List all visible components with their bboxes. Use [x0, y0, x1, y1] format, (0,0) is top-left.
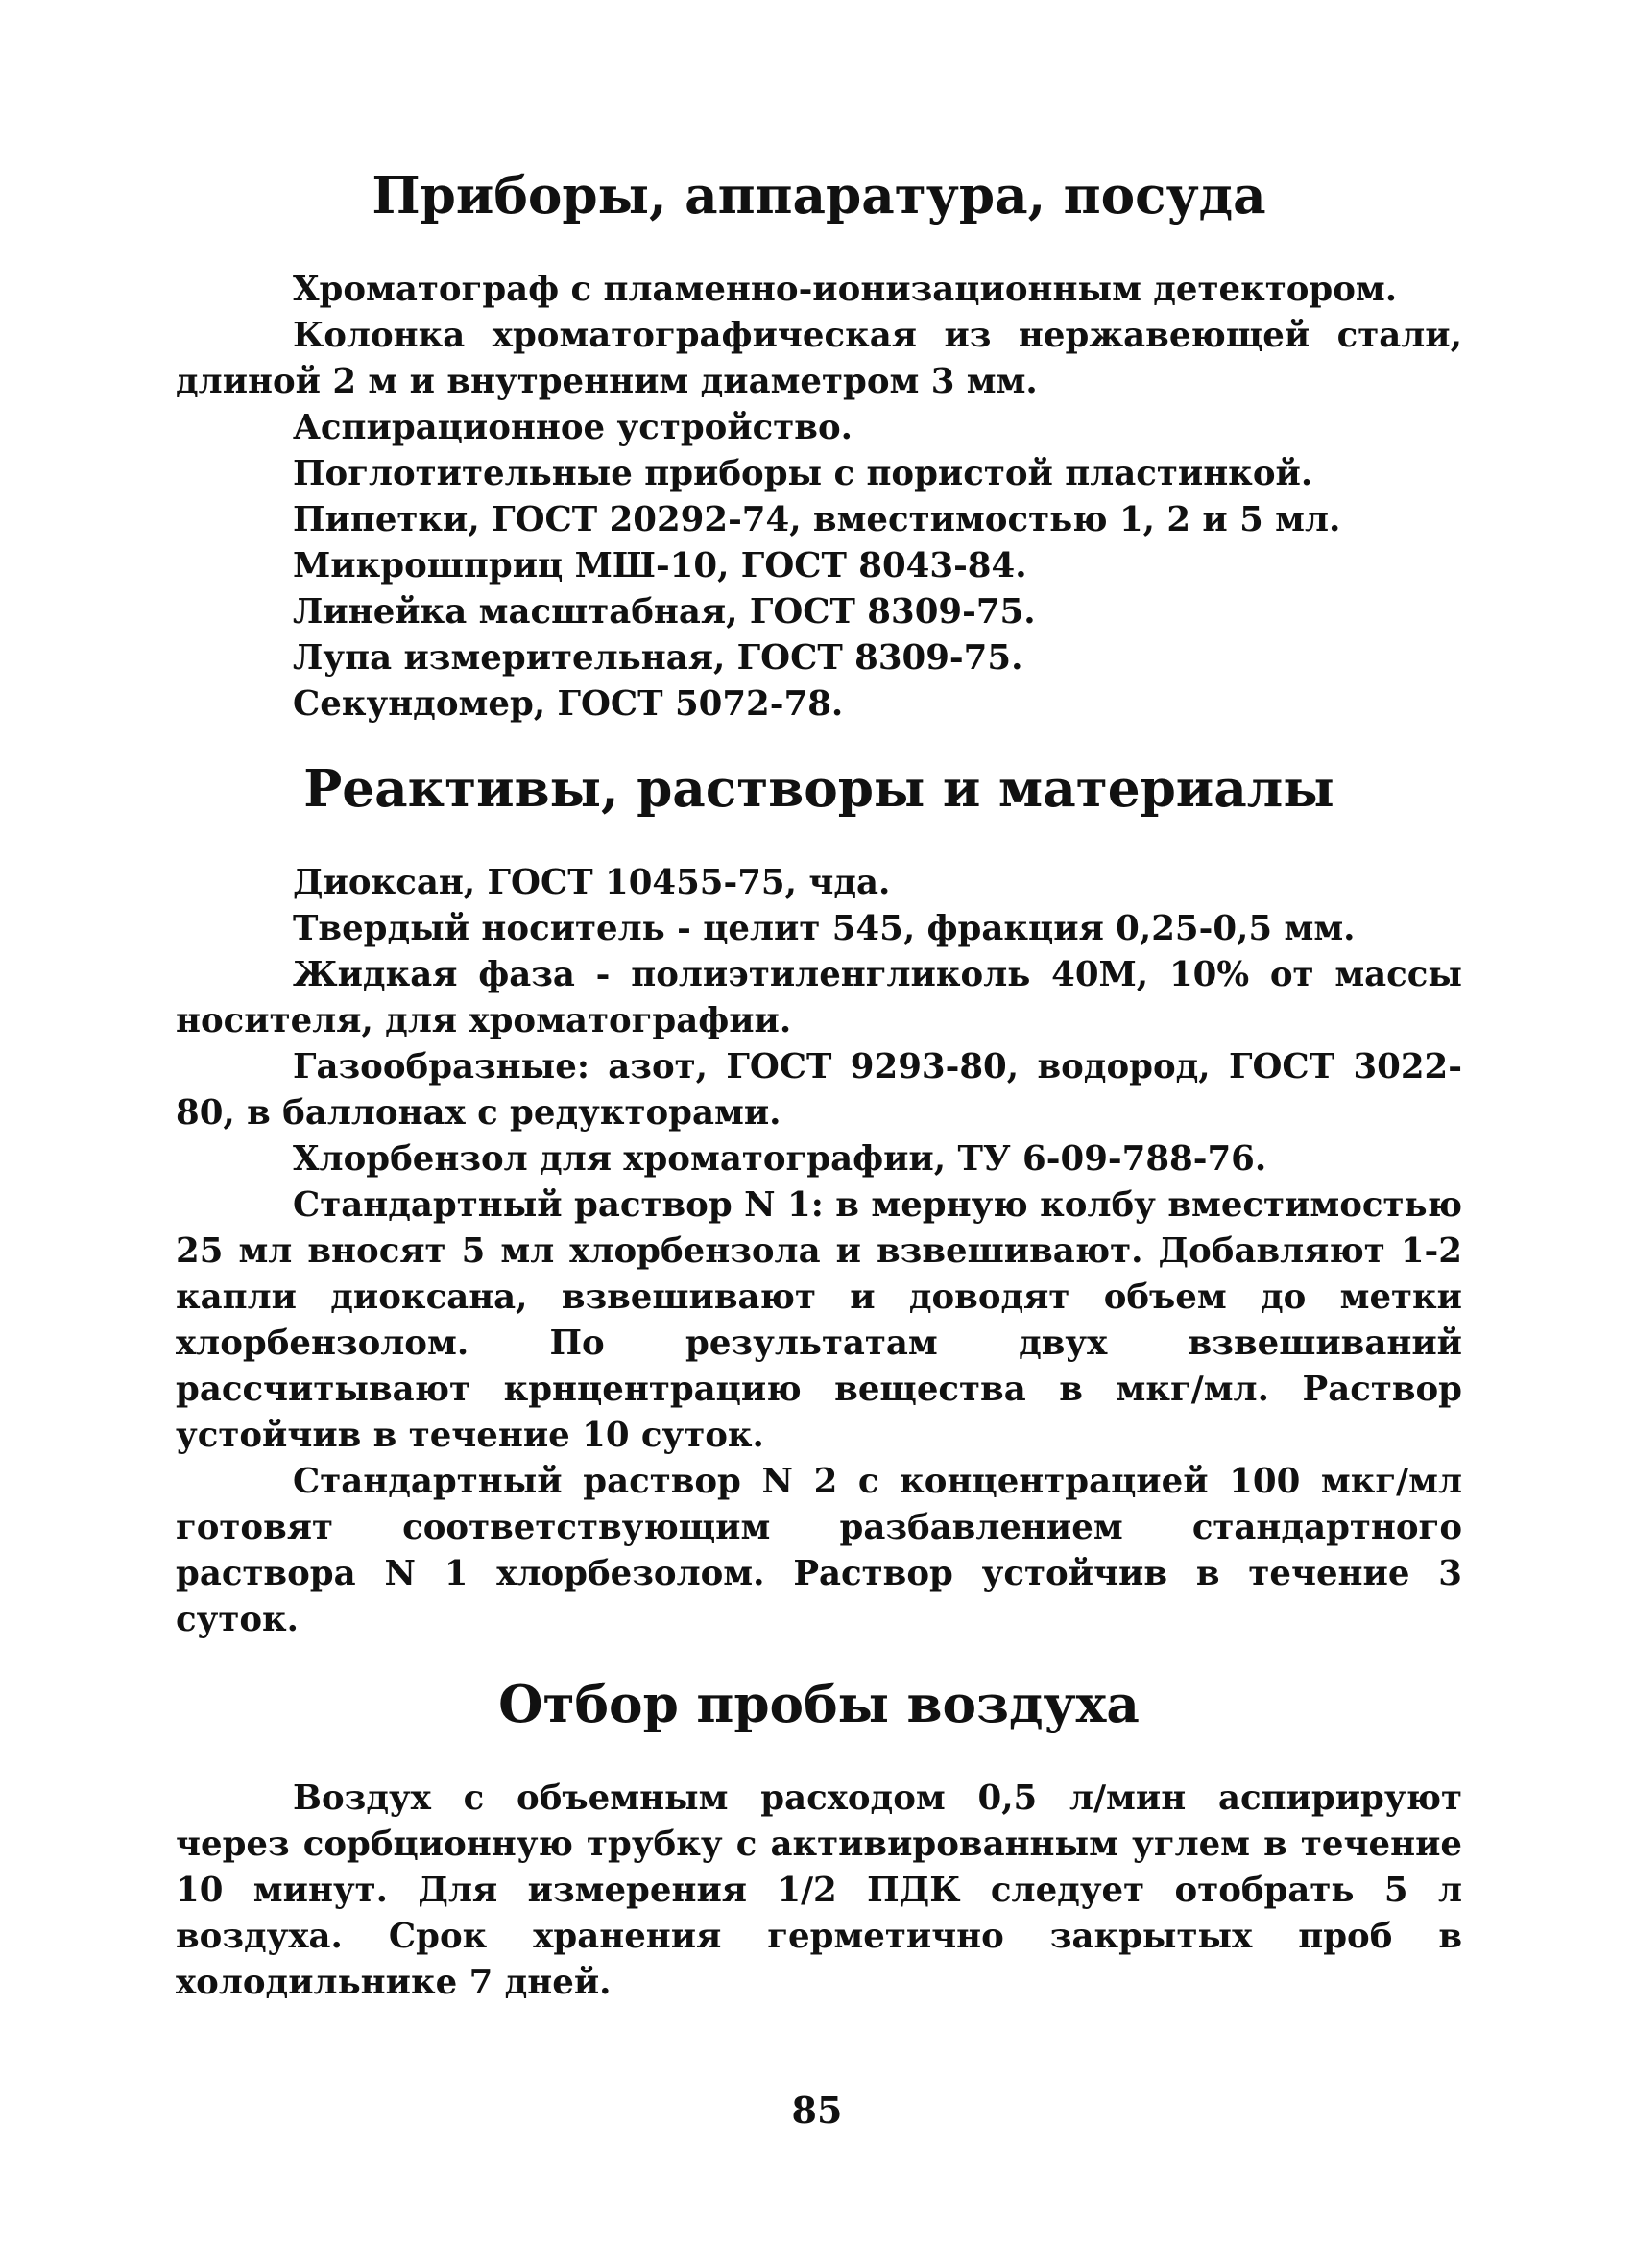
paragraph: Колонка хроматографическая из нержавеющей стали, длиной 2 м и внутренним диаметром 3 мм.	[176, 316, 1462, 401]
paragraph: Аспирационное устройство.	[293, 408, 853, 447]
page-number: 85	[791, 2089, 843, 2132]
paragraph: Диоксан, ГОСТ 10455-75, чда.	[293, 863, 891, 902]
spacer	[176, 1728, 1462, 1776]
section-heading-air-sampling: Отбор пробы воздуха	[498, 1674, 1140, 1734]
paragraph: Стандартный раствор N 2 с концентрацией 100 мкг/мл готовят соответствующим разбавлением стандартного раствора N 1 хлорбезолом. Раствор устойчив в течение 3 суток.	[176, 1462, 1462, 1639]
paragraph: Хлорбензол для хроматографии, ТУ 6-09-788-76.	[293, 1139, 1267, 1179]
section-heading-reagents: Реактивы, растворы и материалы	[303, 758, 1334, 819]
paragraph: Секундомер, ГОСТ 5072-78.	[293, 684, 844, 724]
paragraph: Воздух с объемным расходом 0,5 л/мин аспирируют через сорбционную трубку с активированным углем в течение 10 минут. Для измерения 1/2 ПДК следует отобрать 5 л воздуха. Срок хранения герметично закрытых проб в холодильнике 7 дней.	[176, 1779, 1462, 2002]
paragraph: Пипетки, ГОСТ 20292-74, вместимостью 1, 2 и 5 мл.	[293, 500, 1341, 539]
paragraph: Стандартный раствор N 1: в мерную колбу вместимостью 25 мл вносят 5 мл хлорбензола и взвешивают. Добавляют 1-2 капли диоксана, взвешивают и доводят объем до метки хлорбензолом. По результатам двух взвешиваний рассчитывают крнцентрацию вещества в мкг/мл. Раствор устойчив в течение 10 суток.	[176, 1185, 1462, 1455]
paragraph: Микрошприц МШ-10, ГОСТ 8043-84.	[293, 546, 1027, 585]
paragraph: Лупа измерительная, ГОСТ 8309-75.	[293, 638, 1023, 678]
paragraph: Твердый носитель - целит 545, фракция 0,25-0,5 мм.	[293, 909, 1356, 948]
paragraph: Поглотительные приборы с пористой пластинкой.	[293, 454, 1313, 493]
paragraph: Хроматограф с пламенно-ионизационным детектором.	[293, 270, 1398, 309]
paragraph: Жидкая фаза - полиэтиленгликоль 40М, 10% от массы носителя, для хроматографии.	[176, 955, 1462, 1040]
section-heading-instruments: Приборы, аппаратура, посуда	[372, 165, 1266, 226]
spacer	[176, 219, 1462, 267]
document-page	[176, 165, 1462, 2006]
spacer	[176, 812, 1462, 860]
paragraph: Линейка масштабная, ГОСТ 8309-75.	[293, 592, 1036, 632]
paragraph: Газообразные: азот, ГОСТ 9293-80, водород, ГОСТ 3022-80, в баллонах с редукторами.	[176, 1047, 1462, 1133]
